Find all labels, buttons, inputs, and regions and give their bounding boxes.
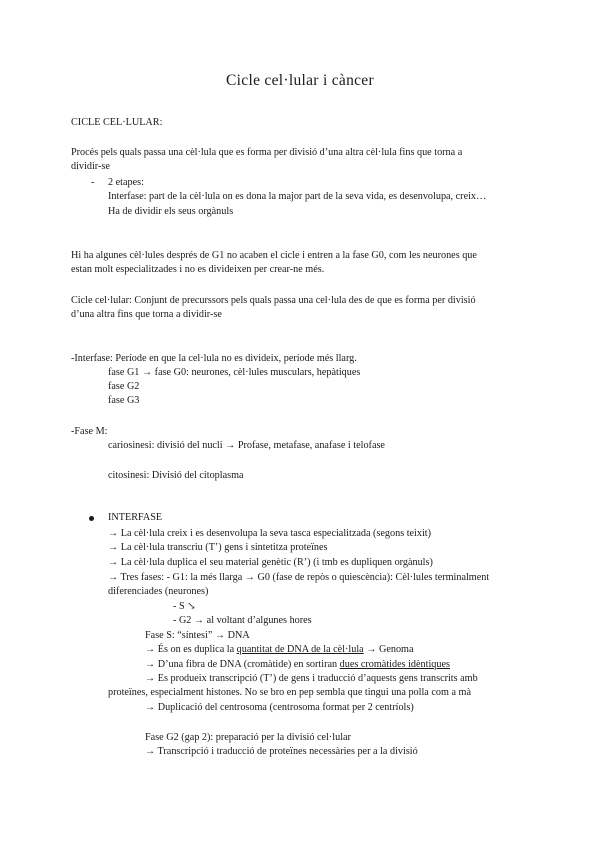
interfase-line: -Interfase: Període en que la cel·lula no es divideix, període més llarg. xyxy=(71,353,357,364)
interfase-item-3: → La cèl·lula duplica el seu material genètic (R’) (i tmb es dupliquen orgànuls) xyxy=(108,557,433,568)
g0-paragraph-line-1: Hi ha algunes cèl·lules després de G1 no acaben el cicle i entren a la fase G0, com les neurones que xyxy=(71,250,477,261)
duplication-text: → És on es duplica la xyxy=(145,644,237,655)
phase-s-sub: - S ↘ xyxy=(173,601,196,612)
fase-m-heading: -Fase M: xyxy=(71,426,108,437)
interfase-item-1: → La cèl·lula creix i es desenvolupa la seva tasca especialitzada (segons teixit) xyxy=(108,528,432,539)
interfase-item-2: → La cèl·lula transcriu (T’) gens i sintetitza proteïnes xyxy=(108,542,328,553)
fibra-text: → D’una fibra de DNA (cromàtide) en sortiran xyxy=(145,659,340,670)
phase-g2-sub: - G2 → al voltant d’algunes hores xyxy=(173,615,312,626)
intro-line-2: dividir-se xyxy=(71,161,110,172)
duplication-underlined: quantitat de DNA de la cèl·lula xyxy=(236,644,364,655)
fibra-line xyxy=(145,658,450,672)
duplication-genoma: → Genoma xyxy=(363,644,414,655)
fase-s-heading: Fase S: “síntesi” → DNA xyxy=(145,630,250,641)
interfase-bullet-heading: INTERFASE xyxy=(108,512,163,523)
cariosinesi-line: cariosinesi: divisió del nucli → Profase, metafase, anafase i telofase xyxy=(108,440,385,451)
duplication-line xyxy=(145,643,413,657)
centrosoma-line: → Duplicació del centrosoma (centrosoma format per 2 centríols) xyxy=(145,702,414,713)
section-heading: CICLE CEL·LULAR: xyxy=(71,117,163,128)
bullet-icon xyxy=(89,516,94,521)
divide-description: Ha de dividir els seus orgànuls xyxy=(108,206,234,217)
definition-line-2: d’una altra fins que torna a dividir-se xyxy=(71,309,222,320)
fase-g1-line: fase G1 → fase G0: neurones, cèl·lules musculars, hepàtiques xyxy=(108,367,361,378)
document-title: Cicle cel·lular i càncer xyxy=(226,72,374,89)
fibra-underlined: dues cromàtides idèntiques xyxy=(339,659,450,670)
g0-paragraph-line-2: estan molt especialitzades i no es divideixen per crear-ne més. xyxy=(71,264,325,275)
interfase-item-4-cont: diferenciades (neurones) xyxy=(108,586,209,597)
production-line-2: proteïnes, especialment histones. No se bro en pep sembla que tingui una polla com a mà xyxy=(108,687,471,698)
transcripcio-line: → Transcripció i traducció de proteïnes necessàries per a la divisió xyxy=(145,746,418,757)
citosinesi-line: citosinesi: Divisió del citoplasma xyxy=(108,470,244,481)
list-dash: - xyxy=(91,177,95,188)
intro-line-1: Procés pels quals passa una cèl·lula que es forma per divisió d’una altra cèl·lula fins que torna a xyxy=(71,147,463,158)
fase-g2-line: fase G2 xyxy=(108,381,140,392)
interfase-item-4: → Tres fases: - G1: la més llarga → G0 (fase de repòs o quiescència): Cèl·lules terminalment xyxy=(108,572,490,583)
fase-g3-line: fase G3 xyxy=(108,395,140,406)
production-line-1: → Es produeix transcripció (T’) de gens i traducció d’aquests gens transcrits amb xyxy=(145,673,478,684)
interfase-description: Interfase: part de la cèl·lula on es dona la major part de la seva vida, es desenvolupa, creix… xyxy=(108,191,487,202)
definition-line-1: Cicle cel·lular: Conjunt de precurssors pels quals passa una cel·lula des de que es forma per divisió xyxy=(71,295,476,306)
stages-label: 2 etapes: xyxy=(108,177,144,188)
fase-g2-heading: Fase G2 (gap 2): preparació per la divisió cel·lular xyxy=(145,732,351,743)
